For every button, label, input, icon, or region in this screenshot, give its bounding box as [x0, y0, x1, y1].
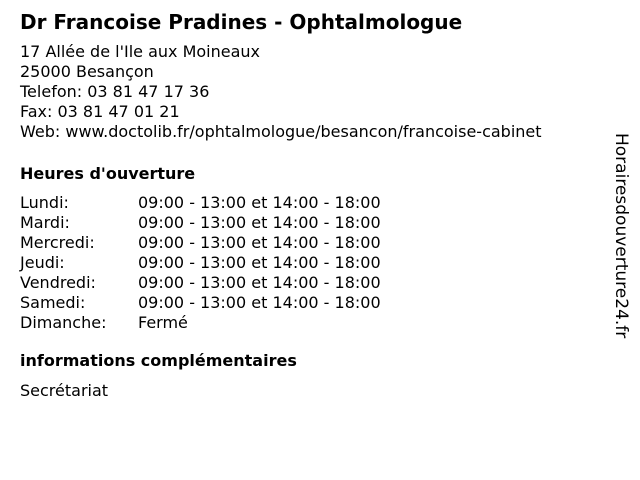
- hours-row-jeudi: [20, 253, 590, 273]
- hours-time: 09:00 - 13:00 et 14:00 - 18:00: [138, 193, 381, 212]
- watermark-text: Horairesdouverture24.fr: [611, 133, 631, 339]
- page-title: Dr Francoise Pradines - Ophtalmologue: [20, 10, 463, 34]
- listing-card: [20, 8, 590, 401]
- fax-number: Fax: 03 81 47 01 21: [20, 102, 180, 121]
- hours-time: 09:00 - 13:00 et 14:00 - 18:00: [138, 273, 381, 292]
- hours-day: Mercredi:: [20, 233, 95, 252]
- hours-day: Lundi:: [20, 193, 69, 212]
- hours-heading: Heures d'ouverture: [20, 164, 196, 183]
- hours-day: Samedi:: [20, 293, 86, 312]
- website-line: [20, 122, 590, 142]
- phone-number: Telefon: 03 81 47 17 36: [20, 82, 210, 101]
- hours-time: 09:00 - 13:00 et 14:00 - 18:00: [138, 213, 381, 232]
- hours-day: Jeudi:: [20, 253, 65, 272]
- hours-row-lundi: [20, 193, 590, 213]
- address-city: 25000 Besançon: [20, 62, 154, 81]
- website-label: Web:: [20, 122, 66, 141]
- hours-time: Fermé: [138, 313, 188, 332]
- hours-time: 09:00 - 13:00 et 14:00 - 18:00: [138, 293, 381, 312]
- hours-time: 09:00 - 13:00 et 14:00 - 18:00: [138, 233, 381, 252]
- website-link[interactable]: www.doctolib.fr/ophtalmologue/besancon/francoise-cabinet: [65, 122, 542, 141]
- hours-day: Vendredi:: [20, 273, 96, 292]
- info-text: Secrétariat: [20, 381, 109, 400]
- info-heading: informations complémentaires: [20, 351, 297, 370]
- hours-row-mardi: [20, 213, 590, 233]
- hours-row-vendredi: [20, 273, 590, 293]
- address-street: 17 Allée de l'Ile aux Moineaux: [20, 42, 261, 61]
- hours-time: 09:00 - 13:00 et 14:00 - 18:00: [138, 253, 381, 272]
- hours-row-mercredi: [20, 233, 590, 253]
- hours-table: [20, 193, 590, 333]
- site-watermark: [611, 133, 633, 373]
- hours-row-dimanche: [20, 313, 590, 333]
- hours-row-samedi: [20, 293, 590, 313]
- hours-day: Dimanche:: [20, 313, 107, 332]
- hours-day: Mardi:: [20, 213, 70, 232]
